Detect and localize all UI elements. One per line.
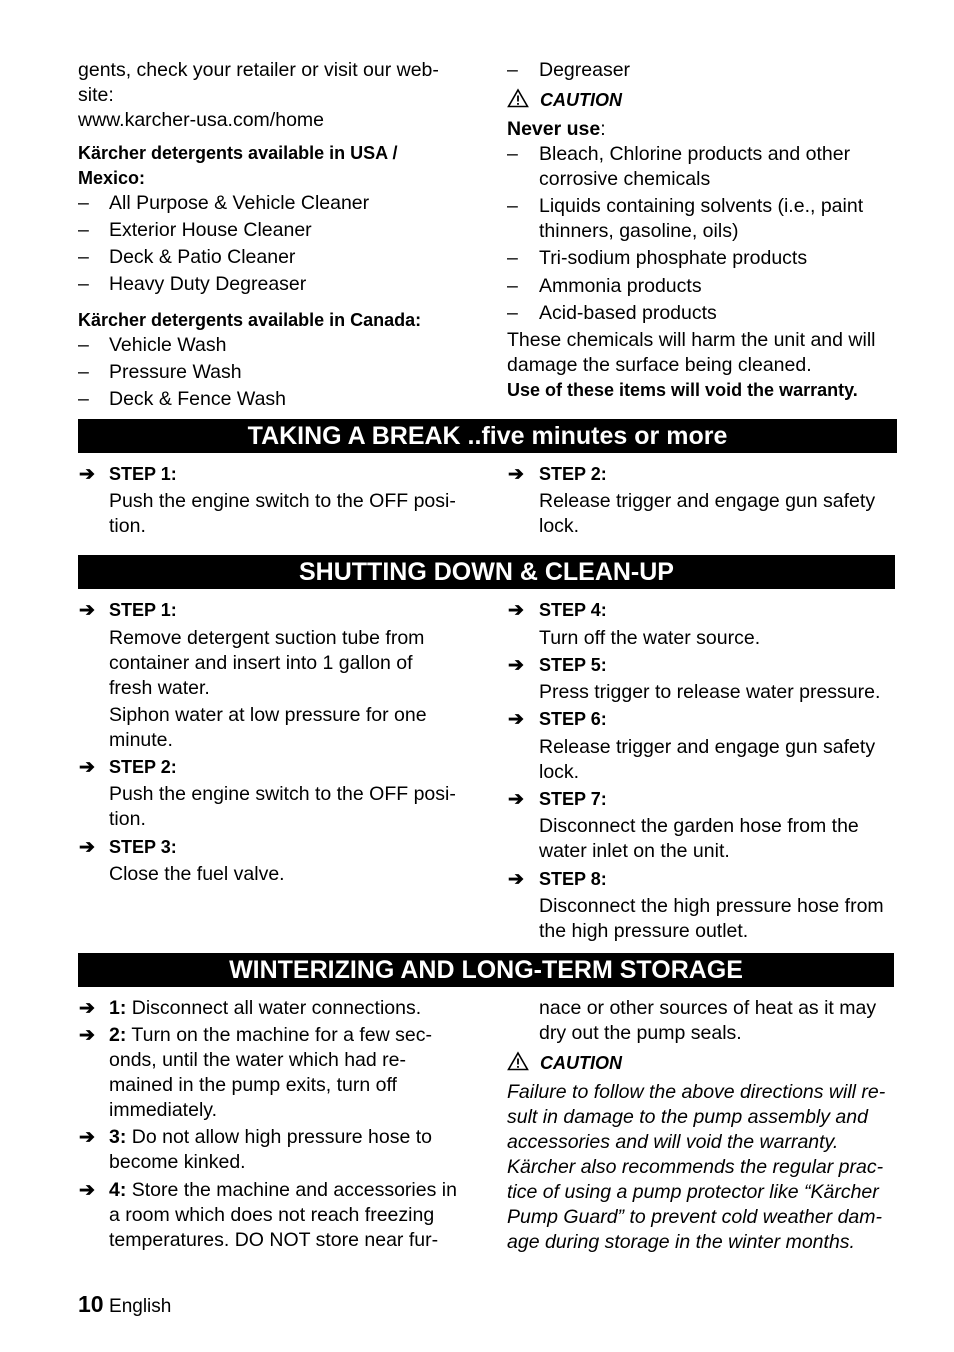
winter-step-number: 2: (109, 1024, 127, 1046)
step-text: fresh water. (109, 677, 210, 699)
footer-language: English (109, 1296, 172, 1317)
caution-text: age during storage in the winter months. (507, 1231, 855, 1253)
step-label: STEP 1: (109, 464, 177, 484)
winter-step (109, 1125, 432, 1150)
winter-step-text: temperatures. DO NOT store near fur- (109, 1229, 439, 1251)
step-text: the high pressure outlet. (539, 920, 749, 942)
winter-step-number: 4: (109, 1179, 127, 1201)
step-label: STEP 7: (539, 789, 607, 809)
right-arrow-icon: ➔ (79, 600, 95, 621)
step-text: Push the engine switch to the OFF posi- (109, 783, 456, 805)
list-dash: – (507, 195, 518, 217)
winter-step-text: dry out the pump seals. (539, 1022, 742, 1044)
list-item: Liquids containing solvents (i.e., paint (539, 195, 864, 217)
list-item: Vehicle Wash (109, 334, 227, 356)
list-dash: – (78, 192, 89, 214)
step-label: STEP 5: (539, 655, 607, 675)
right-arrow-icon: ➔ (79, 757, 95, 778)
step-label: STEP 6: (539, 709, 607, 729)
winter-step (109, 996, 421, 1021)
step-text: lock. (539, 515, 580, 537)
caution-label: CAUTION (540, 90, 622, 110)
never-use-colon: : (600, 118, 606, 140)
canada-heading: Kärcher detergents available in Canada: (78, 310, 422, 330)
caution-text: accessories and will void the warranty. (507, 1131, 839, 1153)
winter-step-number: 3: (109, 1126, 127, 1148)
right-arrow-icon: ➔ (508, 600, 524, 621)
list-dash: – (78, 273, 89, 295)
step-label: STEP 3: (109, 837, 177, 857)
step-text: lock. (539, 761, 580, 783)
step-label: STEP 4: (539, 600, 607, 620)
caution-text: Kärcher also recommends the regular prac- (507, 1156, 884, 1178)
step-text: Remove detergent suction tube from (109, 627, 425, 649)
winter-step-text: become kinked. (109, 1151, 246, 1173)
step-text: Disconnect the high pressure hose from (539, 895, 884, 917)
list-dash: – (78, 334, 89, 356)
list-item-cont: corrosive chemicals (539, 168, 711, 190)
step-text: Close the fuel valve. (109, 863, 285, 885)
list-dash: – (78, 361, 89, 383)
section-title-shutdown: SHUTTING DOWN & CLEAN-UP (78, 555, 895, 589)
winter-step-text: nace or other sources of heat as it may (539, 997, 877, 1019)
winter-step-text: immediately. (109, 1099, 218, 1121)
step-text: Disconnect the garden hose from the (539, 815, 859, 837)
step-label: STEP 1: (109, 600, 177, 620)
right-arrow-icon: ➔ (79, 837, 95, 858)
usa-heading: Mexico: (78, 168, 146, 188)
list-dash: – (507, 275, 518, 297)
list-dash: – (507, 302, 518, 324)
step-label: STEP 8: (539, 869, 607, 889)
list-item: Acid-based products (539, 302, 717, 324)
right-arrow-icon: ➔ (508, 789, 524, 810)
warning-triangle-icon (507, 1051, 529, 1071)
right-arrow-icon: ➔ (79, 1127, 95, 1148)
winter-step (109, 1178, 457, 1203)
winter-step-text: a room which does not reach freezing (109, 1204, 435, 1226)
list-item-cont: thinners, gasoline, oils) (539, 220, 739, 242)
website-link[interactable]: www.karcher-usa.com/home (78, 109, 324, 131)
list-dash: – (507, 59, 518, 81)
step-text: Release trigger and engage gun safety (539, 490, 876, 512)
warning-triangle-icon (507, 88, 529, 108)
list-dash: – (78, 246, 89, 268)
usa-heading: Kärcher detergents available in USA / (78, 143, 398, 163)
right-arrow-icon: ➔ (79, 1025, 95, 1046)
step-text: Turn off the water source. (539, 627, 761, 649)
list-dash: – (507, 247, 518, 269)
list-item: Deck & Patio Cleaner (109, 246, 296, 268)
right-arrow-icon: ➔ (508, 709, 524, 730)
list-item: Heavy Duty Degreaser (109, 273, 307, 295)
step-text: Press trigger to release water pressure. (539, 681, 881, 703)
step-text: container and insert into 1 gallon of (109, 652, 413, 674)
winter-step-text: Do not allow high pressure hose to (126, 1126, 433, 1148)
winter-step-text: Disconnect all water connections. (126, 997, 422, 1019)
step-text: Release trigger and engage gun safety (539, 736, 876, 758)
list-item: Degreaser (539, 59, 631, 81)
step-label: STEP 2: (109, 757, 177, 777)
list-item: Pressure Wash (109, 361, 242, 383)
caution-text: Pump Guard” to prevent cold weather dam- (507, 1206, 883, 1228)
list-dash: – (78, 388, 89, 410)
winter-step-number: 1: (109, 997, 127, 1019)
intro-line: gents, check your retailer or visit our web- (78, 59, 439, 81)
caution-text: tice of using a pump protector like “Kärcher (507, 1181, 879, 1203)
list-item: Deck & Fence Wash (109, 388, 287, 410)
step-text: water inlet on the unit. (539, 840, 730, 862)
step-text: tion. (109, 515, 146, 537)
step-text: tion. (109, 808, 146, 830)
right-arrow-icon: ➔ (508, 464, 524, 485)
caution-label: CAUTION (540, 1053, 622, 1073)
right-arrow-icon: ➔ (79, 464, 95, 485)
warranty-warning: Use of these items will void the warranty. (507, 380, 858, 400)
winter-step-text: Turn on the machine for a few sec- (126, 1024, 432, 1046)
step-text: minute. (109, 729, 173, 751)
step-text: Push the engine switch to the OFF posi- (109, 490, 456, 512)
list-item: All Purpose & Vehicle Cleaner (109, 192, 370, 214)
list-dash: – (78, 219, 89, 241)
right-arrow-icon: ➔ (508, 869, 524, 890)
list-item: Ammonia products (539, 275, 702, 297)
harm-text: These chemicals will harm the unit and will (507, 329, 876, 351)
right-arrow-icon: ➔ (79, 1180, 95, 1201)
never-use-heading (507, 117, 606, 142)
section-title-winter: WINTERIZING AND LONG-TERM STORAGE (78, 953, 894, 987)
step-text: Siphon water at low pressure for one (109, 704, 427, 726)
list-dash: – (507, 143, 518, 165)
winter-step (109, 1023, 432, 1048)
winter-step-text: mained in the pump exits, turn off (109, 1074, 397, 1096)
list-item: Tri-sodium phosphate products (539, 247, 808, 269)
section-title-break: TAKING A BREAK ..five minutes or more (78, 419, 897, 453)
never-use-label: Never use (507, 118, 601, 140)
step-label: STEP 2: (539, 464, 607, 484)
page-number: 10 (78, 1291, 104, 1317)
harm-text: damage the surface being cleaned. (507, 354, 812, 376)
page-footer (78, 1292, 171, 1319)
list-item: Bleach, Chlorine products and other (539, 143, 851, 165)
winter-step-text: Store the machine and accessories in (126, 1179, 457, 1201)
list-item: Exterior House Cleaner (109, 219, 312, 241)
caution-text: Failure to follow the above directions will re- (507, 1081, 886, 1103)
intro-line: site: (78, 84, 114, 106)
right-arrow-icon: ➔ (79, 998, 95, 1019)
caution-text: sult in damage to the pump assembly and (507, 1106, 868, 1128)
winter-step-text: onds, until the water which had re- (109, 1049, 406, 1071)
right-arrow-icon: ➔ (508, 655, 524, 676)
